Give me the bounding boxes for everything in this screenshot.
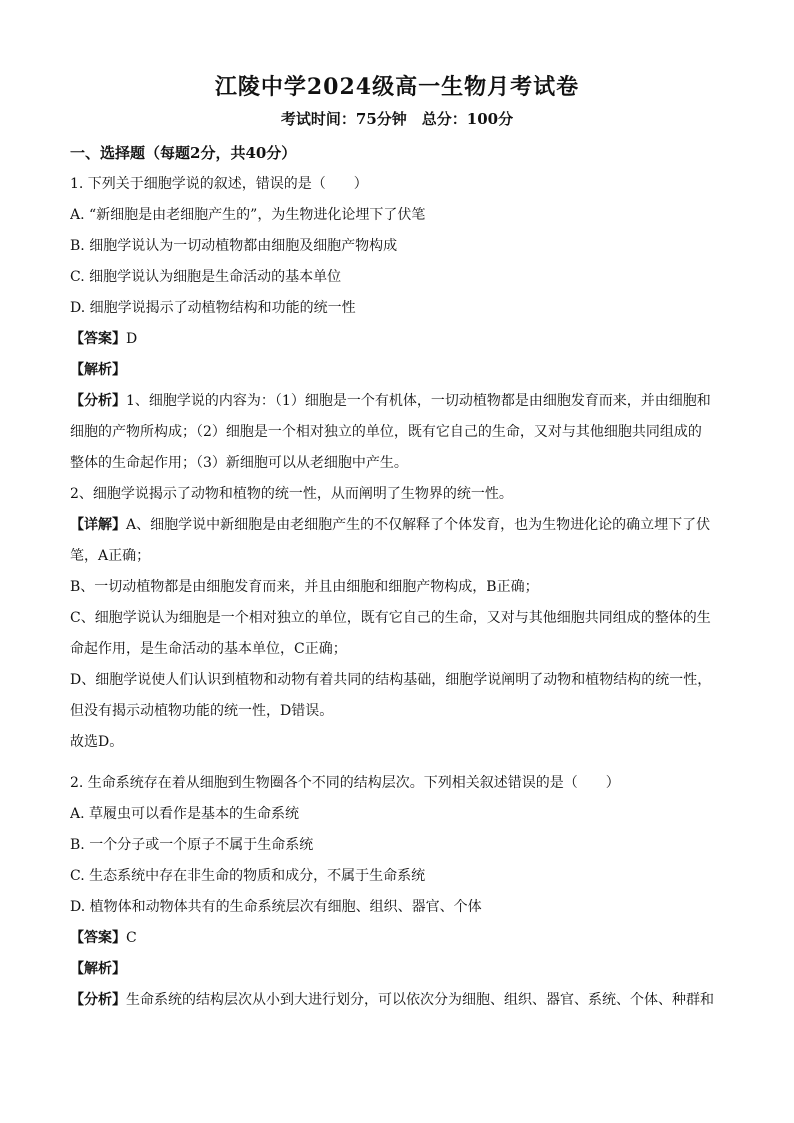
question-1-xiangjie-line: D、细胞学说使人们认识到植物和动物有着共同的结构基础，细胞学说阐明了动物和植物结构的统一性， (70, 672, 712, 688)
xiangjie-tag: 【详解】 (70, 517, 126, 533)
question-1-xiangjie-line: C、细胞学说认为细胞是一个相对独立的单位，既有它自己的生命，又对与其他细胞共同组成的整体的生 (70, 610, 711, 626)
question-1-xiangjie-line: 笔，A正确； (70, 548, 151, 564)
question-1-option-c: C. 细胞学说认为细胞是生命活动的基本单位 (70, 269, 342, 285)
question-1-fenxi-line: 2、细胞学说揭示了动物和植物的统一性，从而阐明了生物界的统一性。 (70, 486, 513, 502)
question-1-xiangjie-line: 命起作用，是生命活动的基本单位，C正确； (70, 641, 347, 657)
question-1-xiangjie-line: 但没有揭示动植物功能的统一性，D错误。 (70, 703, 334, 719)
exam-subtitle: 考试时间：75分钟 总分：100分 (280, 110, 514, 128)
question-1-option-b: B. 细胞学说认为一切动植物都由细胞及细胞产物构成 (70, 238, 398, 254)
question-2-jiexi-tag: 【解析】 (70, 961, 126, 977)
question-2-answer (70, 923, 730, 954)
answer-value: D (126, 331, 138, 347)
spacer (70, 758, 730, 768)
question-1-option-a: A. “新细胞是由老细胞产生的”，为生物进化论埋下了伏笔 (70, 207, 426, 223)
question-1-fenxi-line (70, 386, 730, 417)
question-2-fenxi-line (70, 985, 730, 1016)
question-1-fenxi-line: 整体的生命起作用；（3）新细胞可以从老细胞中产生。 (70, 455, 408, 471)
question-2-option-a: A. 草履虫可以看作是基本的生命系统 (70, 806, 300, 822)
question-1-fenxi-line: 细胞的产物所构成；（2）细胞是一个相对独立的单位，既有它自己的生命，又对与其他细胞共同组成的 (70, 424, 702, 440)
answer-value: C (126, 930, 137, 946)
question-1-jiexi-tag: 【解析】 (70, 362, 126, 378)
question-2-option-c: C. 生态系统中存在非生命的物质和成分，不属于生命系统 (70, 868, 426, 884)
fenxi-tag: 【分析】 (70, 992, 126, 1008)
question-1-option-d: D. 细胞学说揭示了动植物结构和功能的统一性 (70, 300, 356, 316)
question-2-stem: 2. 生命系统存在着从细胞到生物圈各个不同的结构层次。下列相关叙述错误的是（ ） (70, 775, 620, 791)
fenxi-tag: 【分析】 (70, 393, 126, 409)
fenxi-text: 1、细胞学说的内容为：（1）细胞是一个有机体，一切动植物都是由细胞发育而来，并由细胞和 (126, 393, 711, 409)
question-1-xiangjie-line (70, 510, 730, 541)
answer-tag: 【答案】 (70, 331, 126, 347)
question-1-xiangjie-line: 故选D。 (70, 734, 124, 750)
question-1-xiangjie-line: B、一切动植物都是由细胞发育而来，并且由细胞和细胞产物构成，B正确； (70, 579, 539, 595)
exam-title: 江陵中学2024级高一生物月考试卷 (214, 74, 580, 100)
answer-tag: 【答案】 (70, 930, 126, 946)
question-1-stem: 1. 下列关于细胞学说的叙述，错误的是（ ） (70, 176, 368, 192)
question-2-option-d: D. 植物体和动物体共有的生命系统层次有细胞、组织、器官、个体 (70, 899, 482, 915)
fenxi-text: 生命系统的结构层次从小到大进行划分，可以依次分为细胞、组织、器官、系统、个体、种群和 (126, 992, 714, 1008)
question-1-answer (70, 324, 730, 355)
question-2-option-b: B. 一个分子或一个原子不属于生命系统 (70, 837, 314, 853)
xiangjie-text: A、细胞学说中新细胞是由老细胞产生的不仅解释了个体发育，也为生物进化论的确立埋下了伏 (126, 517, 711, 533)
section-heading: 一、选择题（每题2分，共40分） (70, 144, 297, 162)
exam-content (70, 138, 730, 1016)
